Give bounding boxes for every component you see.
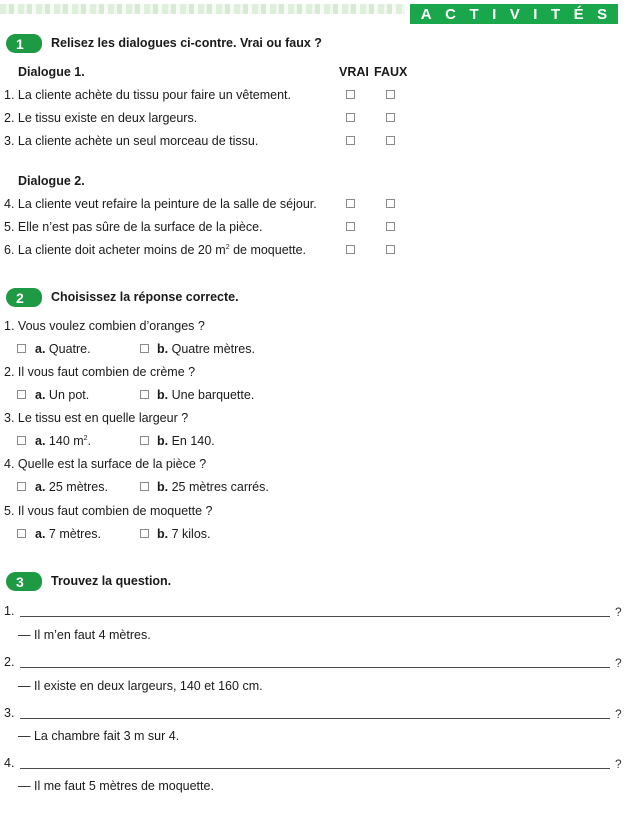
given-answer: — Il m’en faut 4 mètres. [18,628,151,642]
item-number: 2. [4,111,15,125]
banner-letter: S [597,5,608,23]
vrai-checkbox-6[interactable] [346,245,355,254]
mcq-question [4,365,195,379]
decorative-header-strip [0,4,405,14]
true-false-item [4,197,317,211]
item-text: La cliente achète du tissu pour faire un vêtement. [17,88,292,102]
faux-checkbox-6[interactable] [386,245,395,254]
option-text: 140 m [48,434,84,448]
item-text: de moquette. [229,243,307,257]
option-a-checkbox[interactable] [17,344,26,353]
mcq-question [4,457,206,471]
question-text: Il vous faut combien de crème ? [17,365,196,379]
item-text: La cliente doit acheter moins de 20 m [17,243,226,257]
true-false-item [4,220,263,234]
option-letter: a. [35,527,46,541]
banner-letter: C [445,5,456,23]
option-letter: b. [157,342,169,356]
answer-line-2[interactable] [20,667,610,668]
banner-letter: A [420,5,432,23]
option-a [35,480,108,494]
option-a [35,434,91,448]
exercise-2-badge [6,288,42,307]
banner-letter: V [509,5,520,23]
exercise-number: 2 [16,289,24,306]
true-false-item [4,88,291,102]
banner-letter: T [550,5,561,23]
option-letter: b. [157,388,169,402]
vrai-column-header: VRAI [339,65,369,79]
superscript: 2 [83,434,88,442]
option-a-checkbox[interactable] [17,390,26,399]
exercise-number: 1 [16,35,24,52]
answer-line-1[interactable] [20,616,610,617]
faux-checkbox-1[interactable] [386,90,395,99]
item-number: 3. [4,134,15,148]
option-a-checkbox[interactable] [17,436,26,445]
vrai-checkbox-3[interactable] [346,136,355,145]
exercise-3-badge [6,572,42,591]
option-text: En 140. [171,434,215,448]
option-text: . [87,434,92,448]
given-answer: — La chambre fait 3 m sur 4. [18,729,180,743]
true-false-item [4,243,306,257]
question-mark: ? [615,707,622,721]
given-answer: — Il me faut 5 mètres de moquette. [18,779,214,793]
dialogue-2-heading: Dialogue 2. [18,174,85,188]
option-a [35,342,91,356]
mcq-question [4,504,212,518]
item-text: Elle n’est pas sûre de la surface de la pièce. [17,220,263,234]
option-b-checkbox[interactable] [140,390,149,399]
given-answer: — Il existe en deux largeurs, 140 et 160 cm. [18,679,263,693]
faux-column-header: FAUX [374,65,408,79]
option-text: 25 mètres. [48,480,108,494]
activites-banner [410,4,618,24]
option-letter: b. [157,480,169,494]
option-a-checkbox[interactable] [17,529,26,538]
vrai-checkbox-2[interactable] [346,113,355,122]
exercise-1-badge [6,34,42,53]
question-number: 2. [4,655,15,669]
option-b-checkbox[interactable] [140,436,149,445]
option-letter: a. [35,434,46,448]
question-text: Vous voulez combien d’oranges ? [17,319,205,333]
faux-checkbox-3[interactable] [386,136,395,145]
option-text: Un pot. [48,388,90,402]
answer-line-3[interactable] [20,718,610,719]
item-number: 5. [4,220,15,234]
option-text: 25 mètres carrés. [171,480,269,494]
option-letter: b. [157,527,169,541]
vrai-checkbox-5[interactable] [346,222,355,231]
option-b [157,388,254,402]
question-mark: ? [615,757,622,771]
option-b [157,434,215,448]
banner-letter: É [573,5,584,23]
question-text: Le tissu est en quelle largeur ? [17,411,189,425]
question-number: 3. [4,706,15,720]
option-letter: b. [157,434,169,448]
item-text: La cliente veut refaire la peinture de la salle de séjour. [17,197,317,211]
dialogue-1-heading: Dialogue 1. [18,65,85,79]
vrai-checkbox-4[interactable] [346,199,355,208]
banner-letter: I [492,5,497,23]
faux-checkbox-5[interactable] [386,222,395,231]
faux-checkbox-2[interactable] [386,113,395,122]
true-false-item [4,134,258,148]
banner-letter: T [469,5,479,23]
option-b [157,480,269,494]
item-text: La cliente achète un seul morceau de tissu. [17,134,259,148]
question-number: 5. [4,504,15,518]
mcq-question [4,411,188,425]
option-b [157,527,211,541]
option-text: 7 mètres. [48,527,102,541]
banner-letter: I [533,5,538,23]
option-a-checkbox[interactable] [17,482,26,491]
option-b-checkbox[interactable] [140,482,149,491]
option-letter: a. [35,388,46,402]
question-text: Quelle est la surface de la pièce ? [17,457,207,471]
option-text: Quatre. [48,342,91,356]
superscript: 2 [225,243,230,251]
option-text: Une barquette. [171,388,255,402]
question-number: 3. [4,411,15,425]
question-number: 2. [4,365,15,379]
question-number: 4. [4,756,15,770]
option-text: Quatre mètres. [171,342,255,356]
exercise-2-title: Choisissez la réponse correcte. [51,290,239,304]
question-number: 1. [4,319,15,333]
question-mark: ? [615,605,622,619]
option-b [157,342,255,356]
option-a [35,527,101,541]
option-b-checkbox[interactable] [140,529,149,538]
option-a [35,388,89,402]
item-number: 1. [4,88,15,102]
mcq-question [4,319,205,333]
exercise-3-title: Trouvez la question. [51,574,172,588]
question-number: 4. [4,457,15,471]
answer-line-4[interactable] [20,768,610,769]
question-text: Il vous faut combien de moquette ? [17,504,213,518]
option-text: 7 kilos. [171,527,211,541]
vrai-checkbox-1[interactable] [346,90,355,99]
item-text: Le tissu existe en deux largeurs. [17,111,198,125]
faux-checkbox-4[interactable] [386,199,395,208]
item-number: 4. [4,197,15,211]
option-letter: a. [35,480,46,494]
option-b-checkbox[interactable] [140,344,149,353]
question-number: 1. [4,604,15,618]
true-false-item [4,111,197,125]
question-mark: ? [615,656,622,670]
exercise-number: 3 [16,573,24,590]
exercise-1-title: Relisez les dialogues ci-contre. Vrai ou faux ? [51,36,322,50]
option-letter: a. [35,342,46,356]
item-number: 6. [4,243,15,257]
